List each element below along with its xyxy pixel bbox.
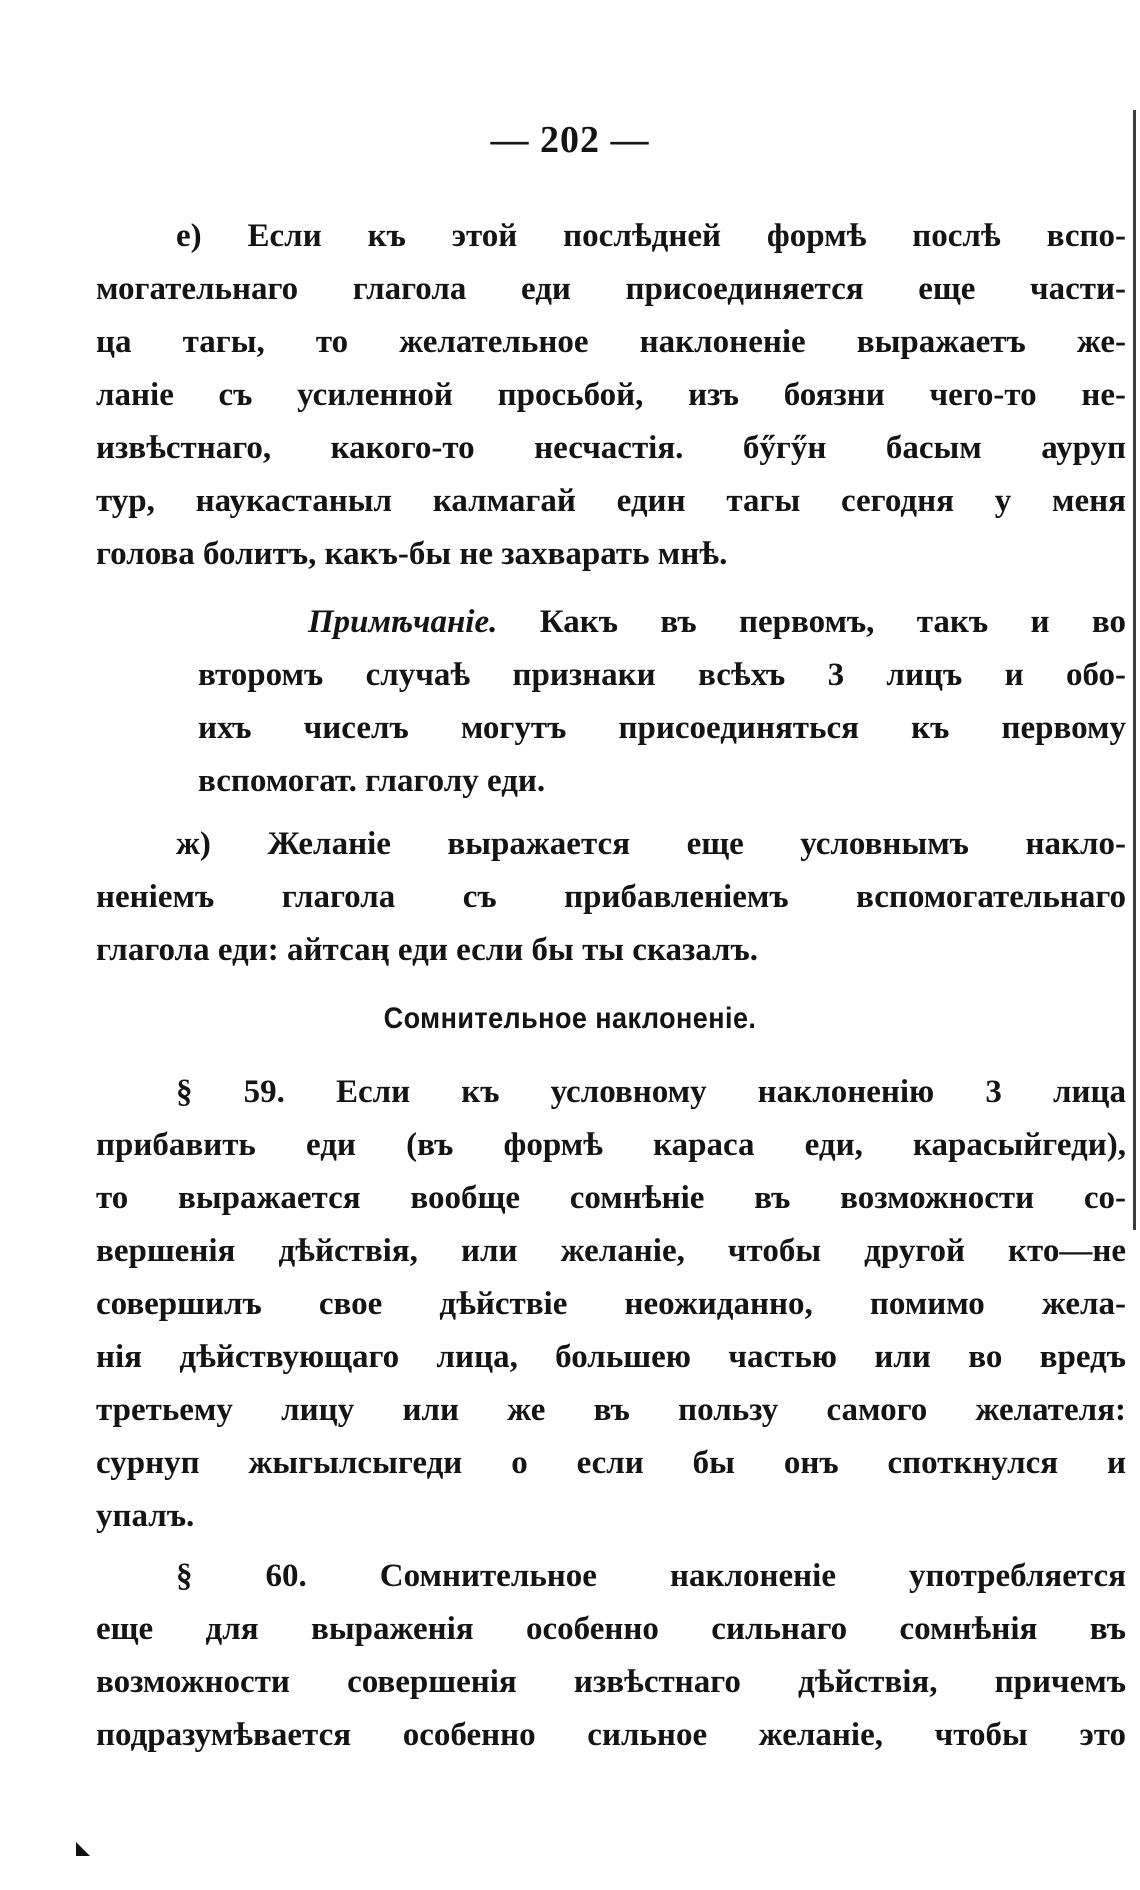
section-heading: Сомнительное наклоненіе. bbox=[383, 1002, 757, 1035]
text-line: глагола еди: айтсаң еди если бы ты сказалъ. bbox=[96, 932, 759, 968]
paragraph-60 bbox=[96, 1550, 1126, 1762]
text-line: подразумѣвается особенно сильное желаніе, чтобы это bbox=[96, 1717, 1126, 1753]
text-line: ца тагы, то желательное наклоненіе выражаетъ же- bbox=[96, 324, 1126, 360]
note-block bbox=[198, 596, 1126, 808]
text-line: извѣстнаго, какого-то несчастія. бӳгӳн басым ауруп bbox=[96, 430, 1126, 466]
text-line: вершенія дѣйствія, или желаніе, чтобы другой кто—не bbox=[96, 1233, 1126, 1269]
text-line: тур, наукастаныл калмагай един тагы сегодня у меня bbox=[96, 483, 1126, 519]
paragraph-zh bbox=[96, 818, 1126, 977]
note-label: Примѣчаніе. bbox=[308, 604, 498, 640]
text-line: голова болитъ, какъ-бы не захварать мнѣ. bbox=[96, 536, 728, 572]
text-line: ланіе съ усиленной просьбой, изъ боязни чего-то не- bbox=[96, 377, 1126, 413]
text-line: ихъ чиселъ могутъ присоединяться къ первому bbox=[198, 710, 1126, 746]
text-line: прибавить еди (въ формѣ караса еди, карасыйгеди), bbox=[96, 1127, 1126, 1163]
page-number: — 202 — bbox=[490, 119, 650, 161]
page-edge-line bbox=[1133, 110, 1136, 1230]
note-first-line bbox=[198, 596, 1126, 649]
text-line: упалъ. bbox=[96, 1498, 195, 1534]
text-line: неніемъ глагола съ прибавленіемъ вспомогательнаго bbox=[96, 879, 1126, 915]
text-line: § 60. Сомнительное наклоненіе употребляется bbox=[176, 1558, 1126, 1594]
text-line: Какъ въ первомъ, такъ и во bbox=[539, 604, 1126, 640]
text-line: второмъ случаѣ признаки всѣхъ 3 лицъ и обо- bbox=[198, 657, 1126, 693]
text-line: нія дѣйствующаго лица, большею частью или во вредъ bbox=[96, 1339, 1126, 1375]
text-line: е) Если къ этой послѣдней формѣ послѣ вспо- bbox=[176, 218, 1126, 254]
text-line: § 59. Если къ условному наклоненію 3 лица bbox=[176, 1074, 1126, 1110]
text-line: совершилъ свое дѣйствіе неожиданно, помимо жела- bbox=[96, 1286, 1126, 1322]
text-line: то выражается вообще сомнѣніе въ возможности со- bbox=[96, 1180, 1126, 1216]
text-line: возможности совершенія извѣстнаго дѣйствія, причемъ bbox=[96, 1664, 1126, 1700]
paragraph-59 bbox=[96, 1066, 1126, 1543]
text-line: могательнаго глагола еди присоединяется еще части- bbox=[96, 271, 1126, 307]
text-line: третьему лицу или же въ пользу самого желателя: bbox=[96, 1392, 1126, 1428]
text-line: сурнуп жыгылсыгеди о если бы онъ споткнулся и bbox=[96, 1445, 1126, 1481]
corner-mark bbox=[76, 1842, 90, 1856]
text-line: вспомогат. глаголу еди. bbox=[198, 763, 546, 799]
text-line: еще для выраженія особенно сильнаго сомнѣнія въ bbox=[96, 1611, 1126, 1647]
text-line: ж) Желаніе выражается еще условнымъ накло- bbox=[176, 826, 1126, 862]
paragraph-e bbox=[96, 210, 1126, 581]
